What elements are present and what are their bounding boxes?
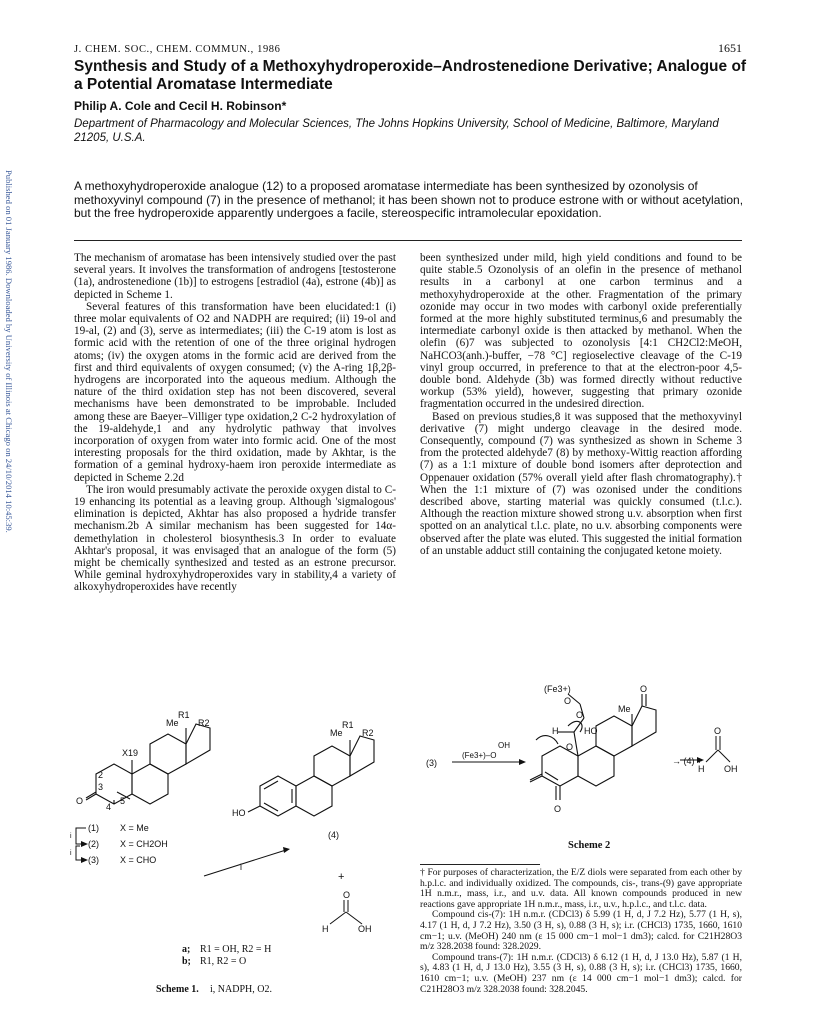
scheme-1-caption-text: i, NADPH, O2. [210, 984, 272, 995]
paragraph: The iron would presumably activate the peroxide oxygen distal to C-19 enhancing its potential as a leaving group. Although 'sigmalogous' elimination is depicted, Akhtar has also proposed a hydride transfer mechanism.2b A similar mechanism has been suggested for 14α-demethylation in cholesterol biosynthesis.3 In order to evaluate Akhtar's proposal, it was envisaged that an analogue of the form (5) might be chemically synthesized and tested as an estrone precursor. While geminal hydroxyhydroperoxides vary in stability,4 a variety of alkoxyhydroperoxides have recently [74, 483, 396, 594]
formic-acid-2 [706, 736, 730, 762]
r2-label: R2 [198, 718, 210, 728]
variant-a-key: a; [182, 944, 191, 955]
variant-b-def: R1, R2 = O [200, 956, 247, 967]
download-watermark: Published on 01 January 1986. Downloaded by University of Illinois at Chicago on 24/10/2014 10:45:39. [4, 170, 14, 533]
formic-h-label: H [698, 764, 705, 774]
step-i-label: i [70, 850, 72, 857]
body-column-right [420, 252, 742, 557]
c2-label: 2 [98, 770, 104, 780]
r1-label: R1 [178, 710, 190, 720]
compound-2-number: (2) [88, 839, 99, 849]
formic-oh-label: OH [358, 924, 372, 934]
compound-4-label: (4) [328, 830, 339, 840]
me-label: Me [330, 728, 343, 738]
footnote: Compound cis-(7): 1H n.m.r. (CDCl3) δ 5.99 (1 H, d, J 7.2 Hz), 5.77 (1 H, s), 4.17 (1 H, d, J 7.2 Hz), 3.50 (3 H, s), 0.88 (3 H, s); i.r. (CHCl3) 1735, 1660, 1610 cm−1; u.v. (MeOH) 240 nm (ε 15 000 cm−1 mol−1 dm3); calcd. for C21H28O3 m/z 328.2038 found: 328.2029. [420, 909, 742, 953]
formic-o-label: O [714, 726, 722, 736]
c3-label: 3 [98, 782, 104, 792]
compound-3-number: (3) [88, 855, 99, 865]
variant-b-key: b; [182, 956, 191, 967]
paragraph: Based on previous studies,8 it was supposed that the methoxyvinyl derivative (7) might undergo cleavage in the desired mode. Consequently, compound (7) was synthesized as shown in Scheme 3 from the protected aldehyde7 (8) by methoxy-Wittig reaction affording (7) as a 1:1 mixture of double bond isomers after deprotection and Oppenauer oxidation (57% overall yield after flash chromatography).† When the 1:1 mixture of (7) was ozonised under the conditions described above, starting material was quickly consumed (t.l.c.). Although the reaction mixture showed strong u.v. absorption when first spotted on an analytical t.l.c. plate, no u.v. absorbing components were observed after the plate was eluted. This suggested the initial formation of an unstable adduct still containing the conjugated ketone moiety. [420, 410, 742, 557]
step-i-label: i [240, 862, 242, 872]
scheme-1-caption-label: Scheme 1. [156, 984, 199, 995]
fe-label: (Fe3+) [544, 684, 571, 694]
abstract: A methoxyhydroperoxide analogue (12) to a proposed aromatase intermediate has been synthesized by ozonolysis of methoxyvinyl compound (7) in the presence of methanol; it has been shown not to produce estrone with or without acetylation, but the free hydroperoxide apparently undergoes a facile, stereospecific intramolecular epoxidation. [74, 179, 744, 220]
running-header: J. CHEM. SOC., CHEM. COMMUN., 1986 [74, 44, 281, 55]
footnote: † For purposes of characterization, the E/Z diols were separated from each other by h.p.l.c. and individually oxidized. The compounds, cis-, trans-(9) gave appropriate 1H n.m.r., mass, i.r., and u.v. data. All known compounds produced in new reactions gave appropriate 1H n.m.r., mass, i.r., u.v., h.p.l.c., and t.l.c. data. [420, 867, 742, 910]
compound-2-def: X = CH2OH [120, 839, 168, 849]
body-column-left [74, 252, 396, 594]
x19-label: X19 [122, 748, 139, 758]
scheme-2-caption: Scheme 2 [568, 840, 611, 851]
me-label: Me [166, 718, 179, 728]
steroid-4-skeleton [248, 736, 374, 816]
plus-sign: + [338, 871, 345, 883]
ho-label: HO [232, 808, 246, 818]
arrowheads [81, 841, 290, 863]
scheme-2-figure [418, 662, 748, 852]
compound-1-def: X = Me [120, 823, 149, 833]
r1-label: R1 [342, 720, 354, 730]
paragraph: been synthesized under mild, high yield conditions and found to be quite stable.5 Ozonolysis of an olefin in the presence of methanol results in a carbonyl at one carbon terminus and a methoxyhydroperoxide at the other. Fragmentation of the primary ozonide may occur in two modes with carbonyl oxide preferentially formed at the more highly substituted terminus,6 and presumably the intermediate carbonyl oxide is then attacked by methanol. When the olefin (6)7 was subjected to ozonolysis [4:1 CH2Cl2:MeOH, NaHCO3(anh.)-buffer, −78 °C] regioselective cleavage of the C-19 vinyl group occurred, in preference to that at the electron-poor 4,5-double bond. Aldehyde (3b) was formed directly without reductive workup (53% yield), however, suggesting that primary ozonide fragmentation occurred in the undesired direction. [420, 252, 742, 411]
variant-a-def: R1 = OH, R2 = H [200, 944, 272, 955]
formic-acid-1 [330, 900, 362, 924]
ketone-o-label: O [640, 684, 648, 694]
peroxide-o-label: O [576, 710, 584, 720]
ring-o-label: O [566, 742, 574, 752]
reagent-oh-label: OH [498, 741, 510, 750]
steroid-1-skeleton [86, 724, 210, 804]
paragraph: Several features of this transformation have been elucidated:1 (i) three molar equivalents of O2 and NADPH are required; (ii) 19-ol and 19-al, (2) and (3), serve as intermediates; (iii) the C-19 atom is lost as formic acid with the retention of one of the three original hydrogen atoms; (iv) the oxygen atoms in the formic acid are derived from the first and third equivalents of oxygen consumed; (v) the A-ring 1β,2β-hydrogens are incorporated into the aqueous medium. Although the nature of the third oxidation step has not been discovered, several mechanisms have been demonstrated to be improbable. Included among these are Baeyer–Villiger type oxidation,2 C-2 hydroxylation of the 19-aldehyde,1 and any hydrolytic pathway that involves incorporation of oxygen from water into formic acid. One of the most interesting proposals for the third oxidation, made by Akhtar, is the formation of a geminal hydroxy-haem iron peroxide intermediate as depicted in Scheme 2.2d [74, 300, 396, 484]
h-label: H [552, 726, 559, 736]
formic-o-label: O [343, 890, 351, 900]
intermediate-skeleton [530, 694, 656, 800]
footnote: Compound trans-(7): 1H n.m.r. (CDCl3) δ 6.12 (1 H, d, J 13.0 Hz), 5.87 (1 H, s), 4.83 (1 H, d, J 13.0 Hz), 3.55 (3 H, s), 0.88 (3 H, s); i.r. (CHCl3) 1735, 1660, 1610 cm−1; u.v. (MeOH) 237 nm (ε 14 000 cm−1 mol−1 dm3); calcd. for C21H28O3 m/z 328.2038 found: 328.2045. [420, 951, 742, 995]
reagent-label: (Fe3+)–O [462, 751, 497, 760]
peroxide-o-label: O [564, 696, 572, 706]
product-label: → (4) + [672, 756, 703, 766]
enone-o-label: O [554, 804, 562, 814]
c4-label: 4 [106, 802, 112, 812]
formic-h-label: H [322, 924, 329, 934]
step-i-label: i [70, 833, 72, 840]
oxo-label: O [76, 796, 84, 806]
scheme-1-figure [64, 700, 410, 1000]
c5-label: 5 [120, 796, 126, 806]
authors: Philip A. Cole and Cecil H. Robinson* [74, 99, 287, 113]
page-number: 1651 [718, 41, 742, 55]
reaction-arrows [76, 828, 286, 876]
article-title: Synthesis and Study of a Methoxyhydroperoxide–Androstenedione Derivative; Analogue of a Potential Aromatase Intermediate [74, 58, 747, 93]
formic-oh-label: OH [724, 764, 738, 774]
ho-label: HO [584, 726, 598, 736]
divider [74, 240, 742, 241]
compound-1-number: (1) [88, 823, 99, 833]
affiliation: Department of Pharmacology and Molecular Sciences, The Johns Hopkins University, School of Medicine, Baltimore, Maryland 21205, U.S.A. [74, 118, 719, 144]
me-label: Me [618, 704, 631, 714]
compound-3-label: (3) [426, 758, 437, 768]
reaction-arrow [452, 760, 700, 762]
footnote-divider [420, 864, 540, 865]
paragraph: The mechanism of aromatase has been intensively studied over the past several years. It involves the transformation of androgens [testosterone (1a), androstenedione (1b)] to estrogens [estradiol (4a), estrone (4b)] as depicted in Scheme 1. [74, 252, 396, 301]
compound-3-def: X = CHO [120, 855, 157, 865]
footnotes [420, 868, 742, 995]
r2-label: R2 [362, 728, 374, 738]
